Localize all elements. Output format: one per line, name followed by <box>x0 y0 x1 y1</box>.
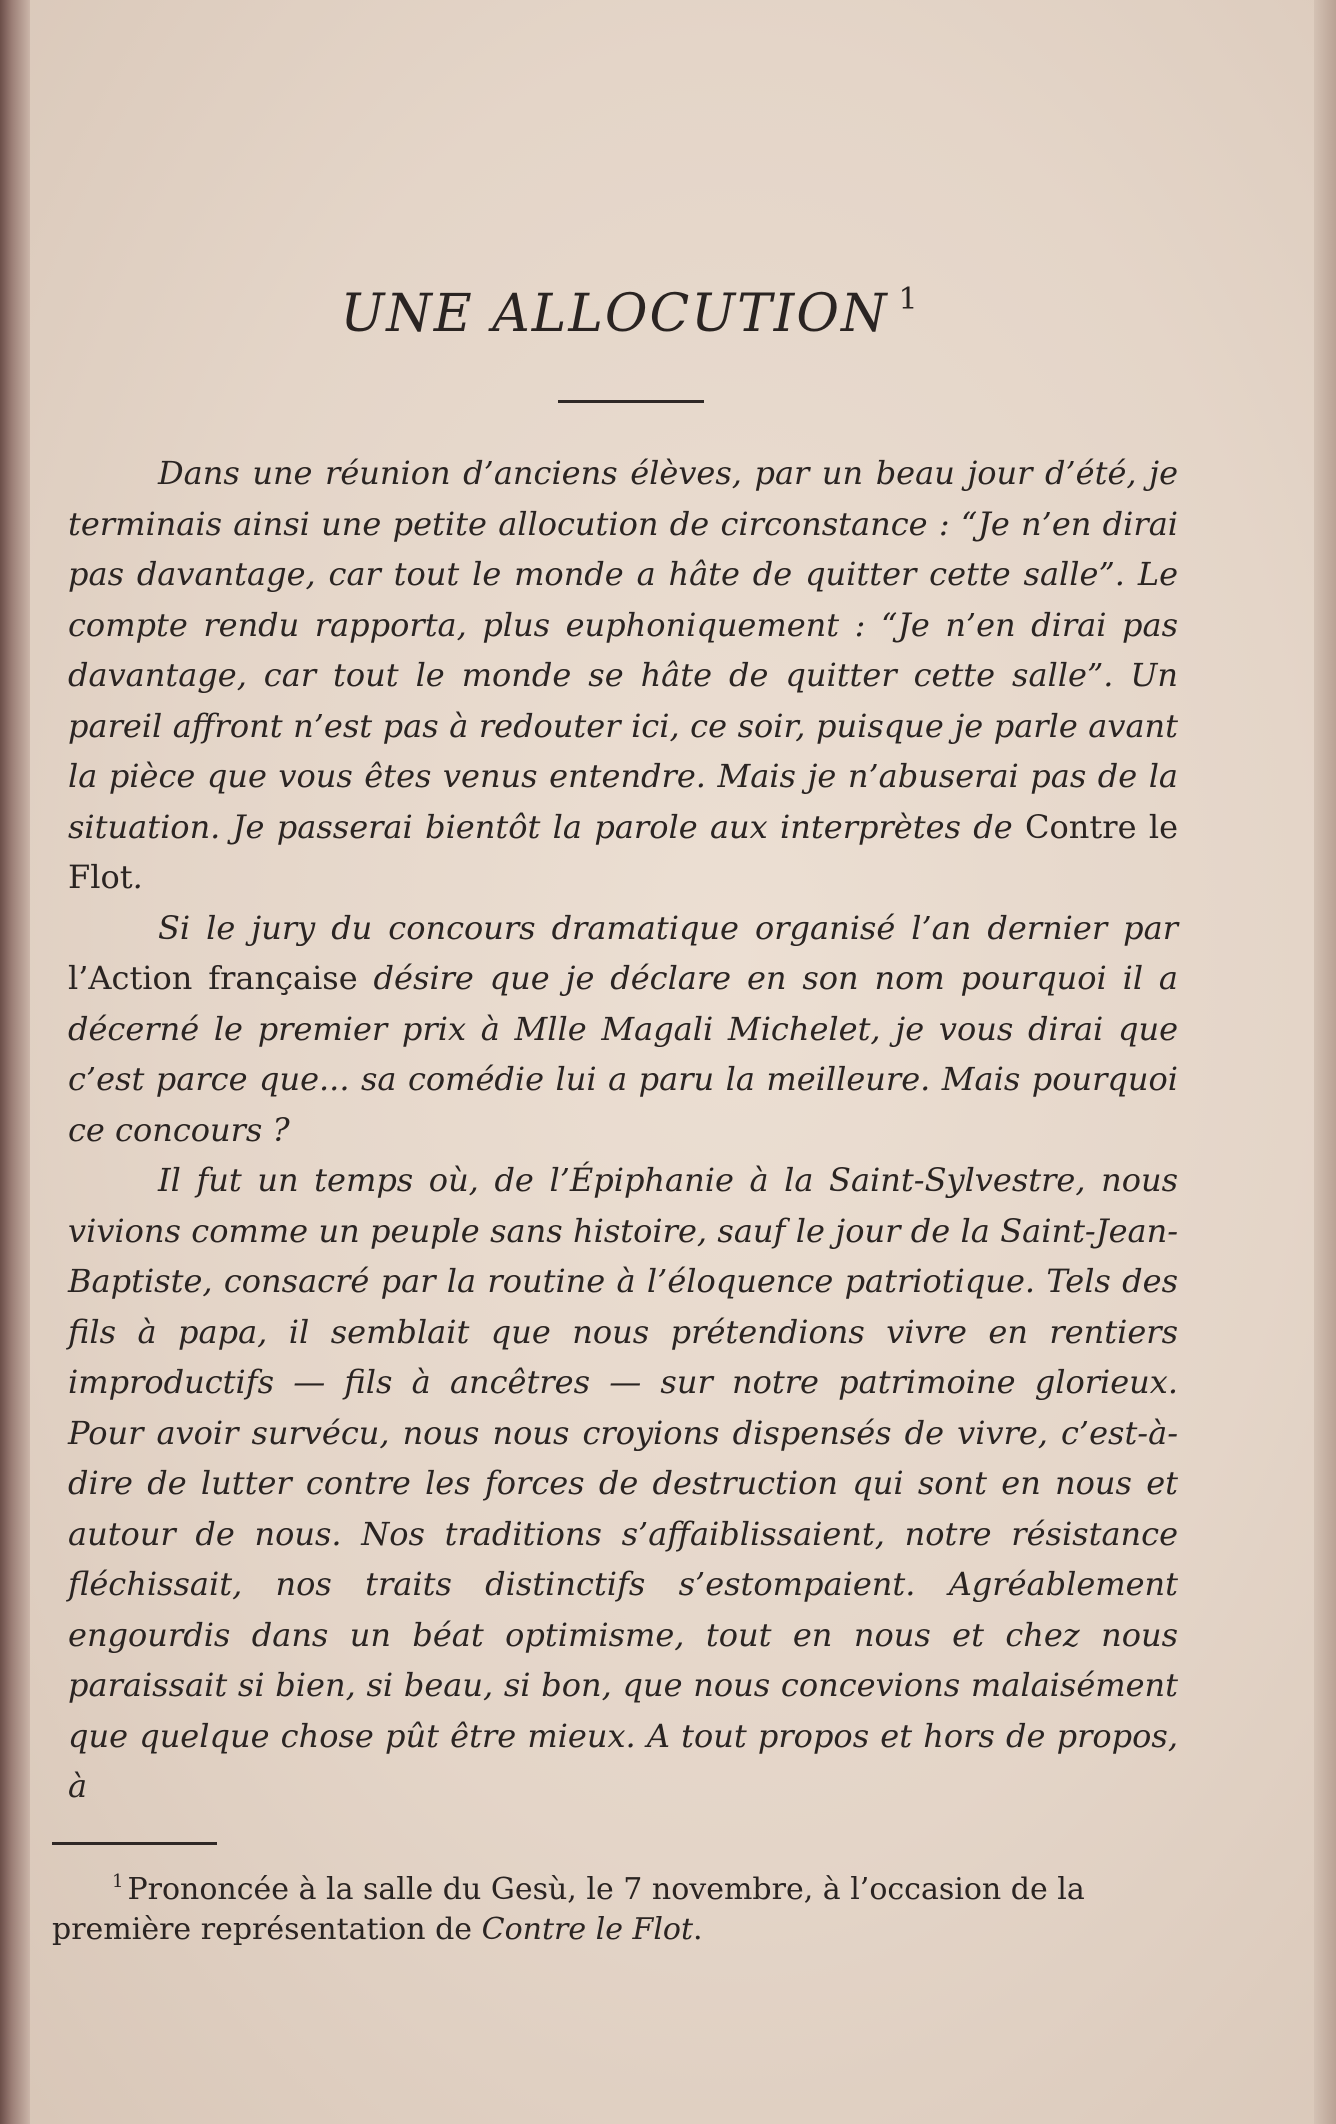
paragraph-1-end: . <box>132 858 143 896</box>
paragraph-2-end: désire que je déclare en son nom pourquoi il a décerné le premier prix à Mlle Magali Michelet, je vous dirai que c’est parce que... sa comédie lui a paru la meilleure. Mais pourquoi ce concours ? <box>68 959 1179 1149</box>
footnote-play-title: Contre le Flot <box>481 1912 694 1947</box>
footnote-end: . <box>693 1912 703 1947</box>
play-title: Contre le Flot <box>68 807 1179 896</box>
chapter-title-text: UNE ALLOCUTION <box>340 284 889 344</box>
footnote-reference: 1 <box>898 282 920 317</box>
newspaper-name: l’Action française <box>68 959 358 997</box>
paragraph-3 <box>68 1155 1178 1812</box>
footnote-mark: 1 <box>112 1871 124 1892</box>
paragraph-1 <box>68 448 1178 903</box>
paragraph-2-text: Si le jury du concours dramatique organisé l’an dernier par <box>158 908 1178 947</box>
paragraph-3-text: Il fut un temps où, de l’Épiphanie à la Saint-Sylvestre, nous vivions comme un peuple sans histoire, sauf le jour de la Saint-Jean-Baptiste, consacré par la routine à l’éloquence patriotique. Tels des fils à papa, il semblait que nous prétendions vivre en rentiers improductifs — fils à ancêtres — sur notre patrimoine glorieux. Pour avoir survécu, nous nous croyions dispensés de vivre, c’est-à-dire de lutter contre les forces de destruction qui sont en nous et autour de nous. Nos traditions s’affaiblissaient, notre résistance fléchissait, nos traits distinctifs s’estompaient. Agréablement engourdis dans un béat optimisme, tout en nous et chez nous paraissait si bien, si beau, si bon, que nous concevions malaisément que quelque chose pût être mieux. A tout propos et hors de propos, à <box>68 1161 1178 1805</box>
footnote-divider <box>52 1842 217 1845</box>
title-divider <box>558 400 704 403</box>
paragraph-1-text: Dans une réunion d’anciens élèves, par un beau jour d’été, je terminais ainsi une petite allocution de circonstance : “Je n’en dirai pas davantage, car tout le monde a hâte de quitter cette salle”. Le compte rendu rapporta, plus euphoniquement : “Je n’en dirai pas davantage, car tout le monde se hâte de quitter cette salle”. Un pareil affront n’est pas à redouter ici, ce soir, puisque je parle avant la pièce que vous êtes venus entendre. Mais je n’abuserai pas de la situation. Je passerai bientôt la parole aux interprètes de <box>68 454 1178 846</box>
footnote-text: Prononcée à la salle du Gesù, le 7 novembre, à l’occasion de la première représentation de <box>52 1872 1085 1947</box>
paragraph-2 <box>68 903 1178 1156</box>
footnote <box>52 1862 1142 1950</box>
page-edge <box>1314 0 1336 2124</box>
body-text <box>68 448 1178 1812</box>
chapter-title <box>0 282 1260 344</box>
